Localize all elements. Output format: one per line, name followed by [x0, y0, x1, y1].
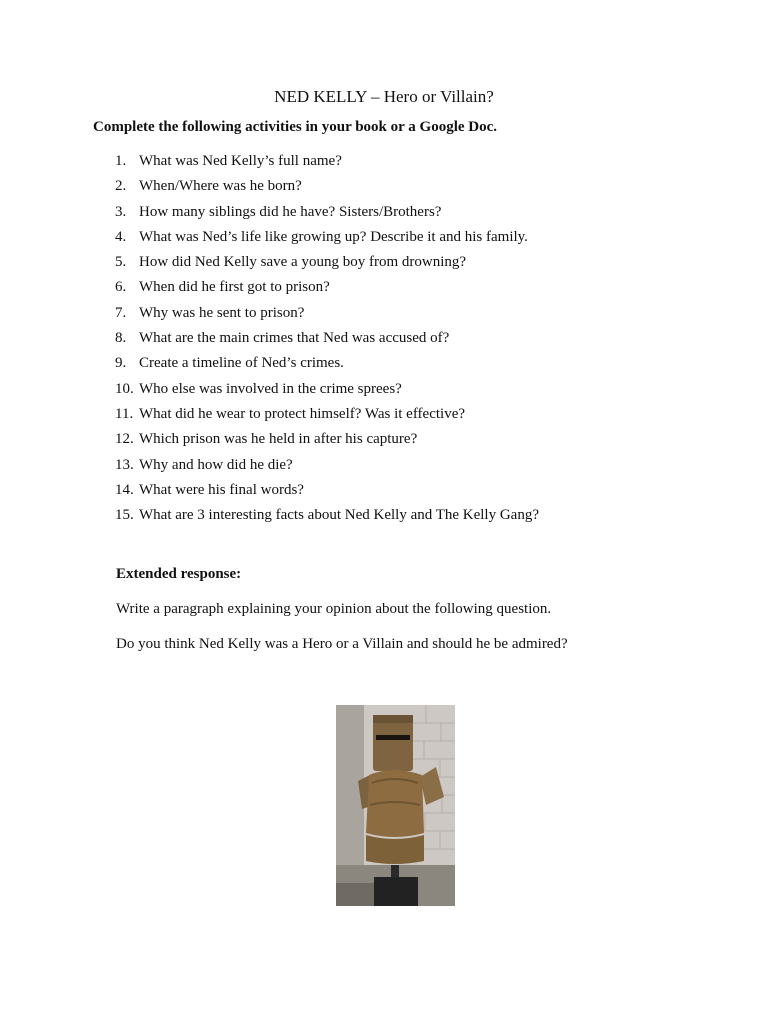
question-number: 3.: [115, 203, 127, 220]
ned-kelly-armour-photo: [336, 705, 455, 906]
list-item: [115, 380, 539, 405]
list-item: [115, 405, 539, 430]
question-text: How did Ned Kelly save a young boy from drowning?: [139, 254, 467, 271]
question-number: 1.: [115, 153, 127, 169]
question-number: 7.: [115, 304, 127, 321]
question-text: When/Where was he born?: [139, 178, 302, 195]
question-number: 14.: [115, 481, 134, 498]
question-number: 8.: [115, 330, 127, 347]
question-text: Which prison was he held in after his capture?: [139, 431, 418, 448]
extended-response-heading: Extended response:: [116, 566, 242, 582]
question-number: 6.: [115, 279, 127, 296]
list-item: [115, 228, 539, 253]
list-item: [115, 278, 539, 303]
question-number: 5.: [115, 254, 127, 271]
question-text: What are the main crimes that Ned was accused of?: [139, 330, 450, 347]
list-item: [115, 152, 539, 177]
question-number: 13.: [115, 456, 134, 473]
list-item: [115, 456, 539, 481]
question-text: What were his final words?: [139, 481, 304, 498]
page-title: NED KELLY – Hero or Villain?: [274, 87, 494, 106]
list-item: [115, 329, 539, 354]
extended-response-question: Do you think Ned Kelly was a Hero or a Villain and should he be admired?: [116, 636, 568, 652]
list-item: [115, 354, 539, 379]
question-text: What was Ned’s life like growing up? Describe it and his family.: [139, 228, 528, 245]
question-number: 10.: [115, 380, 134, 397]
question-text: What was Ned Kelly’s full name?: [139, 153, 342, 169]
list-item: [115, 506, 539, 531]
question-number: 2.: [115, 178, 127, 195]
question-number: 11.: [115, 405, 134, 422]
question-list: [115, 152, 539, 531]
question-text: Who else was involved in the crime sprees?: [139, 380, 402, 397]
list-item: [115, 203, 539, 228]
question-text: Create a timeline of Ned’s crimes.: [139, 355, 344, 372]
list-item: [115, 481, 539, 506]
list-item: [115, 304, 539, 329]
question-text: When did he first got to prison?: [139, 279, 330, 296]
armour-illustration: [336, 705, 455, 906]
list-item: [115, 177, 539, 202]
list-item: [115, 430, 539, 455]
question-text: How many siblings did he have? Sisters/Brothers?: [139, 203, 442, 220]
extended-response-prompt: Write a paragraph explaining your opinion about the following question.: [116, 601, 552, 617]
question-number: 12.: [115, 431, 134, 448]
instructions: Complete the following activities in your book or a Google Doc.: [93, 119, 498, 135]
question-text: Why was he sent to prison?: [139, 304, 305, 321]
question-text: Why and how did he die?: [139, 456, 293, 473]
question-text: What did he wear to protect himself? Was it effective?: [139, 405, 466, 422]
list-item: [115, 253, 539, 278]
question-number: 4.: [115, 228, 127, 245]
question-number: 15.: [115, 507, 134, 524]
question-text: What are 3 interesting facts about Ned Kelly and The Kelly Gang?: [139, 507, 539, 524]
question-number: 9.: [115, 355, 127, 372]
